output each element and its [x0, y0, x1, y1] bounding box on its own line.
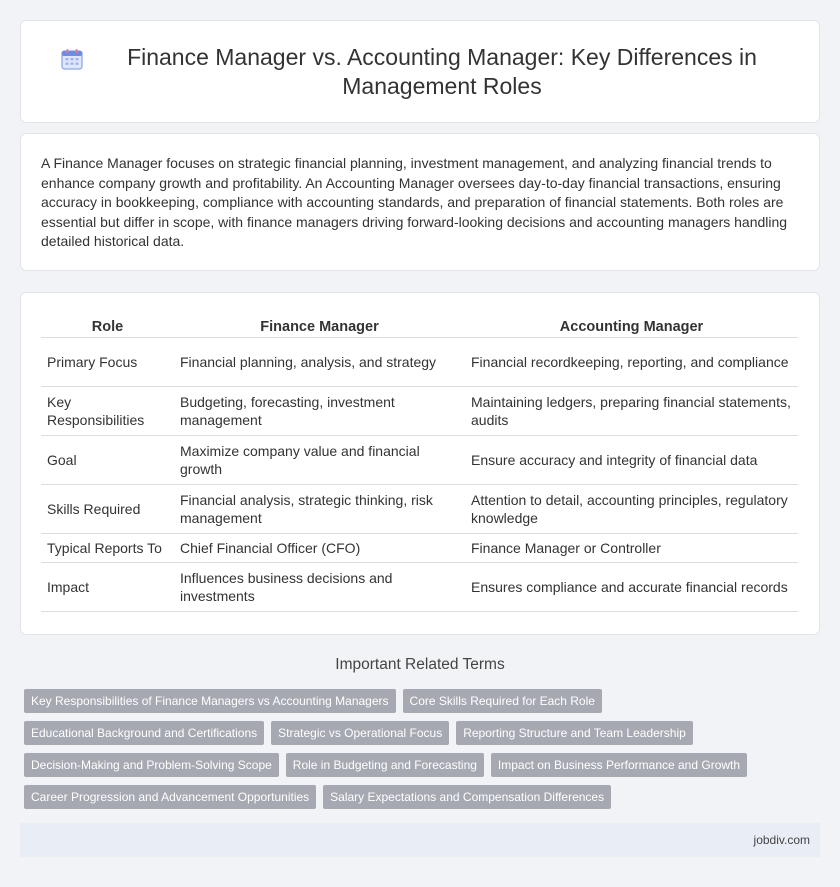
row-label: Skills Required — [41, 484, 174, 533]
table-row — [41, 533, 798, 562]
related-term-tag[interactable]: Role in Budgeting and Forecasting — [286, 753, 484, 777]
table-row — [41, 484, 798, 533]
related-term-tag[interactable]: Reporting Structure and Team Leadership — [456, 721, 693, 745]
accounting-cell: Maintaining ledgers, preparing financial statements, audits — [465, 386, 798, 435]
accounting-cell: Ensures compliance and accurate financial records — [465, 562, 798, 611]
table-row — [41, 337, 798, 386]
footer — [20, 823, 820, 857]
related-term-tag[interactable]: Decision-Making and Problem-Solving Scope — [24, 753, 279, 777]
finance-cell: Financial analysis, strategic thinking, risk management — [174, 484, 465, 533]
related-term-tag[interactable]: Impact on Business Performance and Growth — [491, 753, 747, 777]
comparison-card — [20, 292, 820, 635]
header-card — [20, 20, 820, 123]
related-term-tag[interactable]: Strategic vs Operational Focus — [271, 721, 449, 745]
related-term-tag[interactable]: Salary Expectations and Compensation Differences — [323, 785, 611, 809]
calendar-icon — [60, 47, 84, 71]
header-accounting-manager: Accounting Manager — [465, 313, 798, 337]
row-label: Key Responsibilities — [41, 386, 174, 435]
intro-paragraph: A Finance Manager focuses on strategic financial planning, investment management, and analyzing financial trends to enhance company growth and profitability. An Accounting Manager oversees day-to-day financial transactions, ensuring accuracy in bookkeeping, compliance with accounting standards, and preparation of financial statements. Both roles are essential but differ in scope, with finance managers driving forward-looking decisions and accounting managers handling detailed historical data. — [41, 155, 788, 249]
row-label: Primary Focus — [41, 337, 174, 386]
related-term-tag[interactable]: Educational Background and Certifications — [24, 721, 264, 745]
accounting-cell: Attention to detail, accounting principles, regulatory knowledge — [465, 484, 798, 533]
table-row — [41, 435, 798, 484]
intro-card — [20, 133, 820, 271]
header-finance-manager: Finance Manager — [174, 313, 465, 337]
table-row — [41, 386, 798, 435]
header-role: Role — [41, 313, 174, 337]
table-row — [41, 562, 798, 611]
row-label: Goal — [41, 435, 174, 484]
finance-cell: Budgeting, forecasting, investment management — [174, 386, 465, 435]
footer-site-link[interactable]: jobdiv.com — [753, 833, 810, 847]
accounting-cell: Ensure accuracy and integrity of financial data — [465, 435, 798, 484]
page-title: Finance Manager vs. Accounting Manager: Key Differences in Management Roles — [127, 43, 757, 99]
title-wrap — [60, 43, 780, 101]
related-terms-list — [24, 689, 814, 809]
accounting-cell: Financial recordkeeping, reporting, and compliance — [465, 337, 798, 386]
related-term-tag[interactable]: Career Progression and Advancement Opportunities — [24, 785, 316, 809]
table-header-row — [41, 313, 798, 337]
comparison-table — [41, 313, 798, 612]
related-term-tag[interactable]: Key Responsibilities of Finance Managers vs Accounting Managers — [24, 689, 396, 713]
accounting-cell: Finance Manager or Controller — [465, 533, 798, 562]
finance-cell: Financial planning, analysis, and strategy — [174, 337, 465, 386]
finance-cell: Chief Financial Officer (CFO) — [174, 533, 465, 562]
related-term-tag[interactable]: Core Skills Required for Each Role — [403, 689, 602, 713]
row-label: Impact — [41, 562, 174, 611]
finance-cell: Maximize company value and financial growth — [174, 435, 465, 484]
row-label: Typical Reports To — [41, 533, 174, 562]
related-terms-heading: Important Related Terms — [335, 656, 505, 673]
finance-cell: Influences business decisions and investments — [174, 562, 465, 611]
